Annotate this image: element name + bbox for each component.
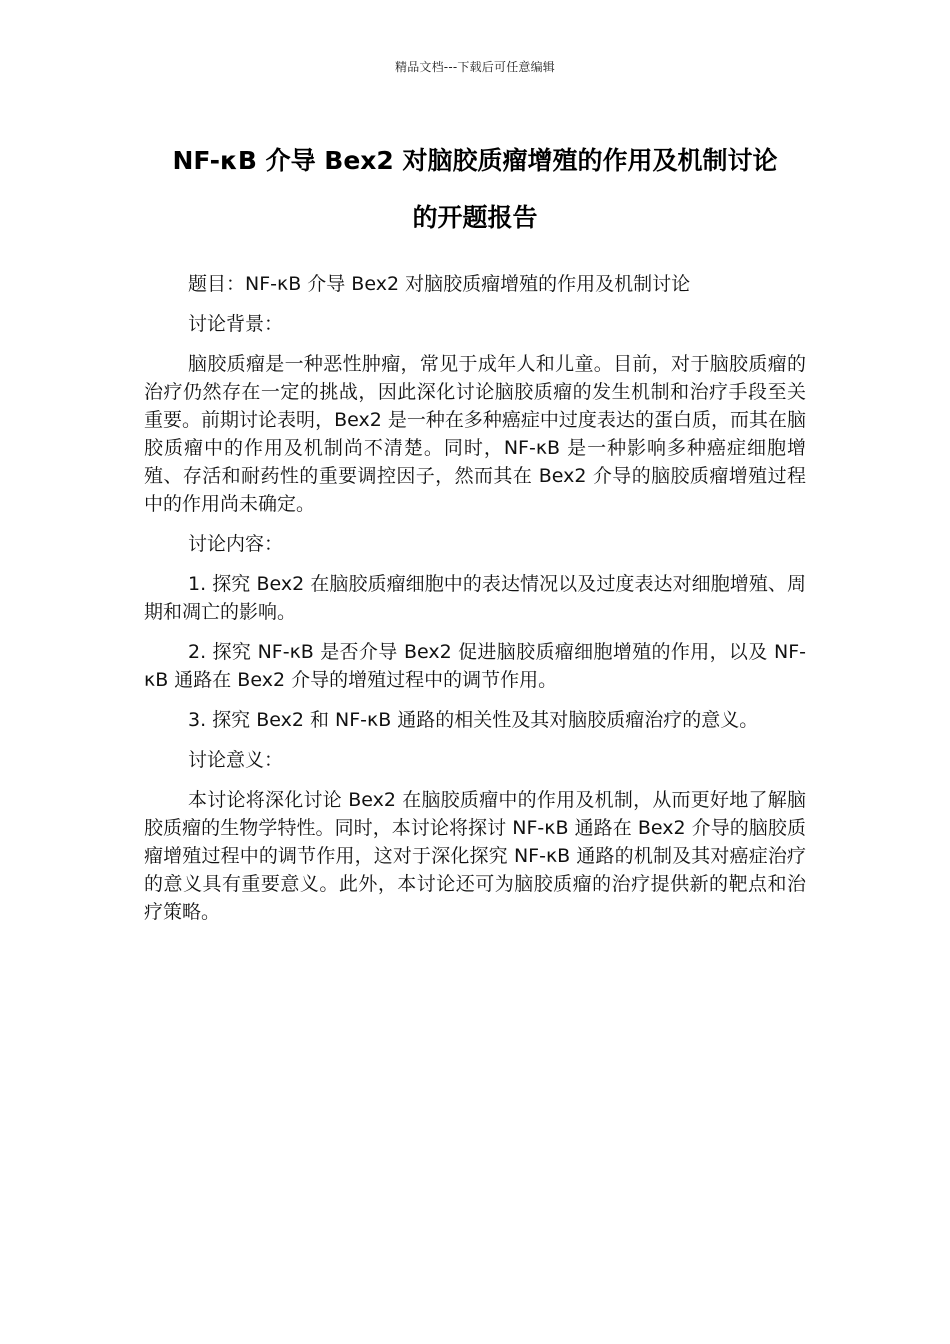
- content-heading: 讨论内容：: [188, 533, 284, 555]
- title-line-2: 的开题报告: [412, 203, 538, 232]
- background-paragraph: 脑胶质瘤是一种恶性肿瘤，常见于成年人和儿童。目前，对于脑胶质瘤的治疗仍然存在一定的挑战，因此深化讨论脑胶质瘤的发生机制和治疗手段至关重要。前期讨论表明，Bex2 是一种在多种癌症中过度表达的蛋白质，而其在脑胶质瘤中的作用及机制尚不清楚。同时，NF-κB 是一种影响多种癌症细胞增殖、存活和耐药性的重要调控因子，然而其在 Bex2 介导的脑胶质瘤增殖过程中的作用尚未确定。: [144, 353, 806, 515]
- content-item-2: 2. 探究 NF-κB 是否介导 Bex2 促进脑胶质瘤细胞增殖的作用，以及 NF-κB 通路在 Bex2 介导的增殖过程中的调节作用。: [144, 641, 806, 691]
- topic-line: 题目：NF-κB 介导 Bex2 对脑胶质瘤增殖的作用及机制讨论: [188, 273, 691, 295]
- content-item-3: 3. 探究 Bex2 和 NF-κB 通路的相关性及其对脑胶质瘤治疗的意义。: [188, 709, 759, 731]
- document-body: [144, 270, 806, 938]
- background-heading: 讨论背景：: [188, 313, 284, 335]
- significance-paragraph: 本讨论将深化讨论 Bex2 在脑胶质瘤中的作用及机制，从而更好地了解脑胶质瘤的生物学特性。同时，本讨论将探讨 NF-κB 通路在 Bex2 介导的脑胶质瘤增殖过程中的调节作用，这对于深化探究 NF-κB 通路的机制及其对癌症治疗的意义具有重要意义。此外，本讨论还可为脑胶质瘤的治疗提供新的靶点和治疗策略。: [144, 789, 806, 923]
- document-title: [130, 132, 820, 246]
- significance-heading: 讨论意义：: [188, 749, 284, 771]
- header-note: 精品文档---下载后可任意编辑: [395, 60, 555, 74]
- content-item-1: 1. 探究 Bex2 在脑胶质瘤细胞中的表达情况以及过度表达对细胞增殖、周期和凋亡的影响。: [144, 573, 806, 623]
- title-line-1: NF-κB 介导 Bex2 对脑胶质瘤增殖的作用及机制讨论: [172, 146, 778, 175]
